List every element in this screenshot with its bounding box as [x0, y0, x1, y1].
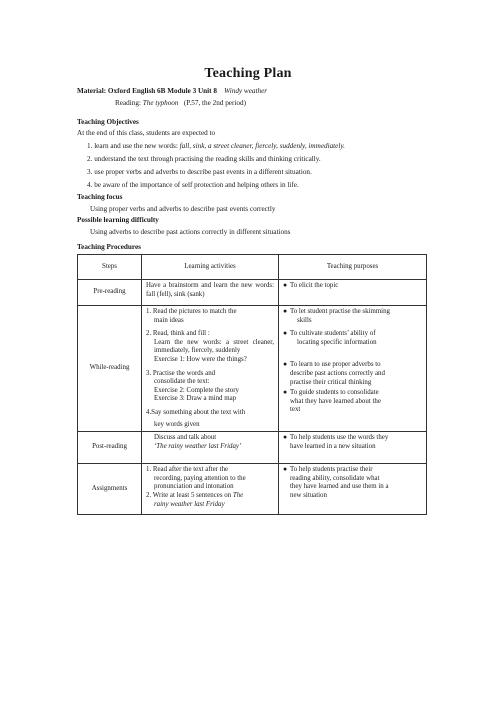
- activity-assignments: 1. Read after the text after the recording, paying attention to the pronunciation and intonation 2. Write at least 5 sentences on The rainy weather last Friday: [142, 464, 279, 515]
- unit-title: Windy weather: [224, 87, 268, 95]
- header-purposes: Teaching purposes: [279, 255, 427, 280]
- focus-text: Using proper verbs and adverbs to describe past events correctly: [90, 205, 276, 213]
- step-while-reading: While-reading: [78, 306, 142, 432]
- objective-item-3: 3. use proper verbs and adverbs to describe past events in a different situation.: [87, 168, 312, 176]
- reading-period: (P.57, the 2nd period): [183, 99, 246, 107]
- reading-title: The typhoon: [142, 99, 179, 107]
- focus-heading: Teaching focus: [77, 193, 123, 201]
- page-title: Teaching Plan: [204, 66, 292, 81]
- objectives-intro: At the end of this class, students are expected to: [77, 129, 216, 137]
- bullet-icon: ●: [283, 282, 288, 289]
- purpose-pre-reading: ● To elicit the topic: [279, 280, 427, 306]
- header-activities: Learning activities: [142, 255, 279, 280]
- table-row-while-reading: [78, 306, 427, 432]
- procedures-table: [77, 254, 427, 515]
- step-pre-reading: Pre-reading: [78, 280, 142, 306]
- material-line: [77, 87, 267, 96]
- objective-item-4: 4. be aware of the importance of self protection and helping others in life.: [87, 181, 299, 189]
- purpose-assignments: ● To help students practise their reading ability, consolidate what they have learned and use them in a new situation: [279, 464, 427, 515]
- step-assignments: Assignments: [78, 464, 142, 515]
- activity-pre-reading: Have a brainstorm and learn the new words: fall (fell), sink (sank): [142, 280, 279, 306]
- table-row-post-reading: [78, 432, 427, 464]
- difficulty-text: Using adverbs to describe past actions correctly in different situations: [90, 228, 291, 236]
- objective-item-1: [87, 142, 345, 151]
- material-label: Material: Oxford English 6B Module 3 Unit 8: [77, 87, 217, 95]
- reading-line: [115, 99, 246, 108]
- difficulty-heading: Possible learning difficulty: [77, 216, 159, 224]
- header-steps: Steps: [78, 255, 142, 280]
- step-post-reading: Post-reading: [78, 432, 142, 464]
- bullet-icon: ●: [283, 308, 288, 315]
- table-row-pre-reading: [78, 280, 427, 306]
- objective-1-words: fall, sink, a street cleaner, fiercely, suddenly, immediately.: [179, 142, 345, 150]
- bullet-icon: ●: [283, 466, 288, 474]
- bullet-icon: ●: [283, 330, 288, 338]
- objectives-heading: Teaching Objectives: [77, 118, 139, 126]
- objective-1-prefix: 1. learn and use the new words:: [87, 142, 178, 150]
- bullet-icon: ●: [283, 389, 288, 397]
- objective-item-2: 2. understand the text through practising the reading skills and thinking critically.: [87, 155, 321, 163]
- bullet-icon: ●: [283, 434, 288, 442]
- procedures-heading: Teaching Procedures: [77, 243, 141, 251]
- bullet-icon: ●: [283, 361, 288, 369]
- table-row-assignments: [78, 464, 427, 515]
- purpose-post-reading: ● To help students use the words they have learned in a new situation: [279, 432, 427, 464]
- purpose-while-reading: ● To let student practise the skimming skills ● To cultivate students’ ability of locating specific information ● To learn to use proper adverbs to describe past actions correctly and practise their critical thinking ● To guide students to consolidate what they have learned about the text: [279, 306, 427, 432]
- activity-post-reading: Discuss and talk about ‘The rainy weather last Friday’: [142, 432, 279, 464]
- reading-label: Reading:: [115, 99, 141, 107]
- table-header-row: [78, 255, 427, 280]
- activity-while-reading: 1. Read the pictures to match the main ideas 2. Read, think and fill : Learn the new words: a street cleaner, immediately, fiercely, suddenly Exercise 1: How were the things? 3. Practise the words and consolidate the text: Exercise 2: Complete the story Exercise 3: Draw a mind map 4.Say something about the text with key words given: [142, 306, 279, 432]
